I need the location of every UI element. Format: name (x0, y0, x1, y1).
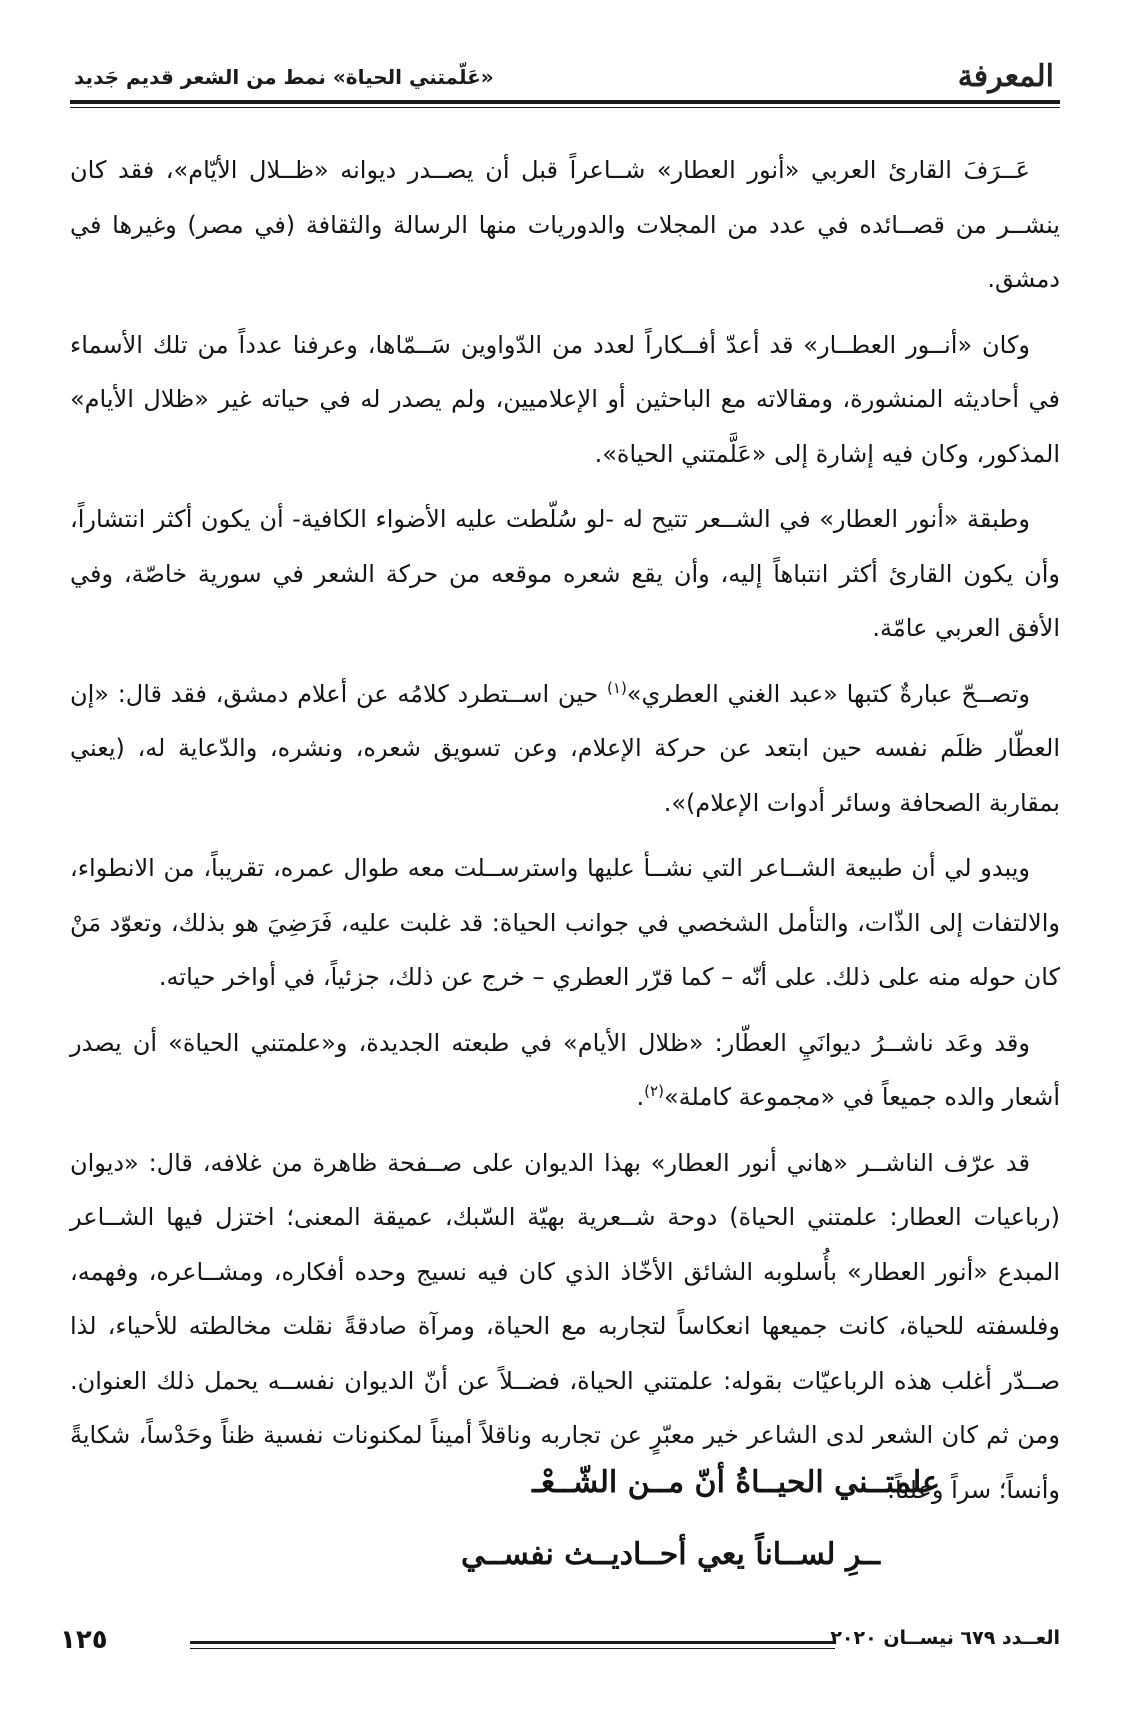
footer-rule-thick (190, 1641, 835, 1644)
page-number: ١٢٥ (60, 1625, 108, 1655)
issue-label: العــدد ٦٧٩ نيســان ٢٠٢٠ (830, 1627, 1060, 1649)
page-footer (60, 1625, 1060, 1665)
page-header (70, 55, 1060, 95)
paragraph: ويبدو لي أن طبيعة الشــاعر التي نشــأ عليها واسترســلت معه طوال عمره، تقريباً، من الانطواء، والالتفات إلى الذّات، والتأمل الشخصي في جوانب الحياة: قد غلبت عليه، فَرَضِيَ هو بذلك، وتعوّد مَنْ كان حوله منه على ذلك. على أنّه – كما قرّر العطري – خرج عن ذلك، جزئياً، في أواخر حياته. (70, 854, 1060, 991)
paragraph-with-footnote (70, 667, 1060, 831)
verse-line-2: ــرِ لســاناً يعي أحــاديــث نفســي (460, 1537, 880, 1572)
paragraph: وطبقة «أنور العطار» في الشــعر تتيح له -لو سُلّطت عليه الأضواء الكافية- أن يكون أكثر انتشاراً، وأن يكون القارئ أكثر انتباهاً إليه، وأن يقع شعره موقعه من حركة الشعر في سورية خاصّة، وفي الأفق العربي عامّة. (70, 505, 1060, 642)
article-body (70, 143, 1060, 1528)
paragraph-text: حين اســتطرد كلامُه عن أعلام دمشق، فقد قال: «إن العطّار ظلَم نفسه حين ابتعد عن حركة الإعلام، وعن تسويق شعره، ونشره، والدّعاية له، (يعني بمقاربة الصحافة وسائر أدوات الإعلام)». (70, 679, 1060, 817)
paragraph-text: . (636, 1083, 645, 1111)
paragraph-text: وقد وعَد ناشــرُ ديوانَيِ العطّار: «ظلال الأيام» في طبعته الجديدة، و«علمتني الحياة» أن يصدر أشعار والده جميعاً في «مجموعة كاملة» (70, 1028, 1060, 1111)
running-title: «عَلّمتني الحياة» نمط من الشعر قديم جَديد (74, 65, 494, 89)
verse-line-1: علمتــني الحيــاةُ أنّ مــن الشّــعْـ (532, 1465, 940, 1500)
paragraph: عَــرَفَ القارئ العربي «أنور العطار» شــاعراً قبل أن يصــدر ديوانه «ظــلال الأيّام»، فقد كان ينشــر من قصــائده في عدد من المجلات والدوريات منها الرسالة والثقافة (في مصر) وغيرها في دمشق. (70, 156, 1060, 293)
paragraph: وكان «أنــور العطــار» قد أعدّ أفــكاراً لعدد من الدّواوين سَــمّاها، وعرفنا عدداً من تلك الأسماء في أحاديثه المنشورة، ومقالاته مع الباحثين أو الإعلاميين، ولم يصدر له في حياته غير «ظلال الأيام» المذكور، وكان فيه إشارة إلى «عَلَّمتني الحياة». (70, 330, 1060, 468)
header-rule-thick (70, 100, 1060, 104)
footnote-ref: (١) (607, 678, 627, 697)
header-rule-thin (70, 107, 1060, 108)
paragraph-with-footnote (70, 1016, 1060, 1125)
paragraph: قد عرّف الناشــر «هاني أنور العطار» بهذا الديوان على صــفحة ظاهرة من غلافه، قال: «ديوان (رباعيات العطار: علمتني الحياة) دوحة شــعرية بهيّة السّبك، عميقة المعنى؛ اختزل فيها الشــاعر المبدع «أنور العطار» بأُسلوبه الشائق الأخّاذ الذي كان فيه نسيج وحده أفكاره، ومشــاعره، وفهمه، وفلسفته للحياة، كانت جميعها انعكاساً لتجاربه مع الحياة، ومرآة صادقةً نقلت مخالطته للأحياء، لذا صــدّر أغلب هذه الرباعيّات بقوله: علمتني الحياة، فضــلاً عن أنّ الديوان نفســه يحمل ذلك العنوان. ومن ثم كان الشعر لدى الشاعر خير معبّرٍ عن تجاربه وناقلاً أميناً لمكنونات نفسية ظناً وحَدْساً، شكايةً وأنساً؛ سراً وعلناً: (70, 1148, 1060, 1504)
magazine-logo: المعرفة (957, 59, 1054, 94)
footer-rule-thin (190, 1648, 835, 1649)
footnote-ref: (٢) (644, 1082, 664, 1100)
paragraph-text: وتصــحّ عبارةٌ كتبها «عبد الغني العطري» (626, 679, 1030, 708)
